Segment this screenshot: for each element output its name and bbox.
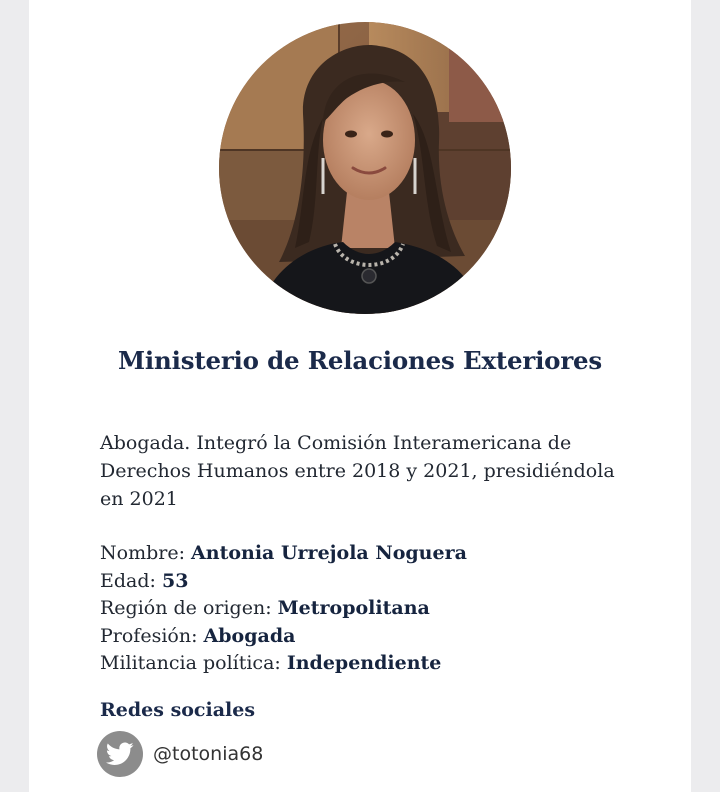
fact-value: Abogada [203, 624, 296, 647]
profile-photo [219, 22, 511, 314]
fact-value: 53 [161, 569, 189, 592]
fact-age [100, 568, 467, 596]
fact-name [100, 540, 467, 568]
social-heading: Redes sociales [100, 699, 256, 721]
fact-label: Edad: [100, 569, 162, 592]
fact-label: Profesión: [100, 624, 204, 647]
ministry-title: Ministerio de Relaciones Exteriores [117, 346, 603, 375]
profile-card [29, 0, 691, 792]
twitter-bird-glyph [106, 742, 134, 766]
twitter-bird-icon[interactable] [97, 731, 143, 777]
fact-label: Nombre: [100, 542, 192, 564]
twitter-link[interactable] [97, 731, 263, 777]
fact-region [100, 595, 467, 623]
fact-political-affiliation [100, 650, 467, 678]
bio-text: Abogada. Integró la Comisión Interamericana de Derechos Humanos entre 2018 y 2021, presidiéndola en 2021 [100, 432, 615, 510]
fact-value: Metropolitana [277, 597, 430, 619]
portrait-illustration [219, 22, 511, 314]
fact-label: Militancia política: [100, 652, 287, 674]
fact-value: Independiente [286, 652, 442, 674]
twitter-handle[interactable]: @totonia68 [153, 743, 264, 765]
fact-label: Región de origen: [100, 597, 278, 619]
facts-list [100, 540, 467, 678]
fact-profession [100, 623, 467, 651]
fact-value: Antonia Urrejola Noguera [191, 542, 467, 564]
